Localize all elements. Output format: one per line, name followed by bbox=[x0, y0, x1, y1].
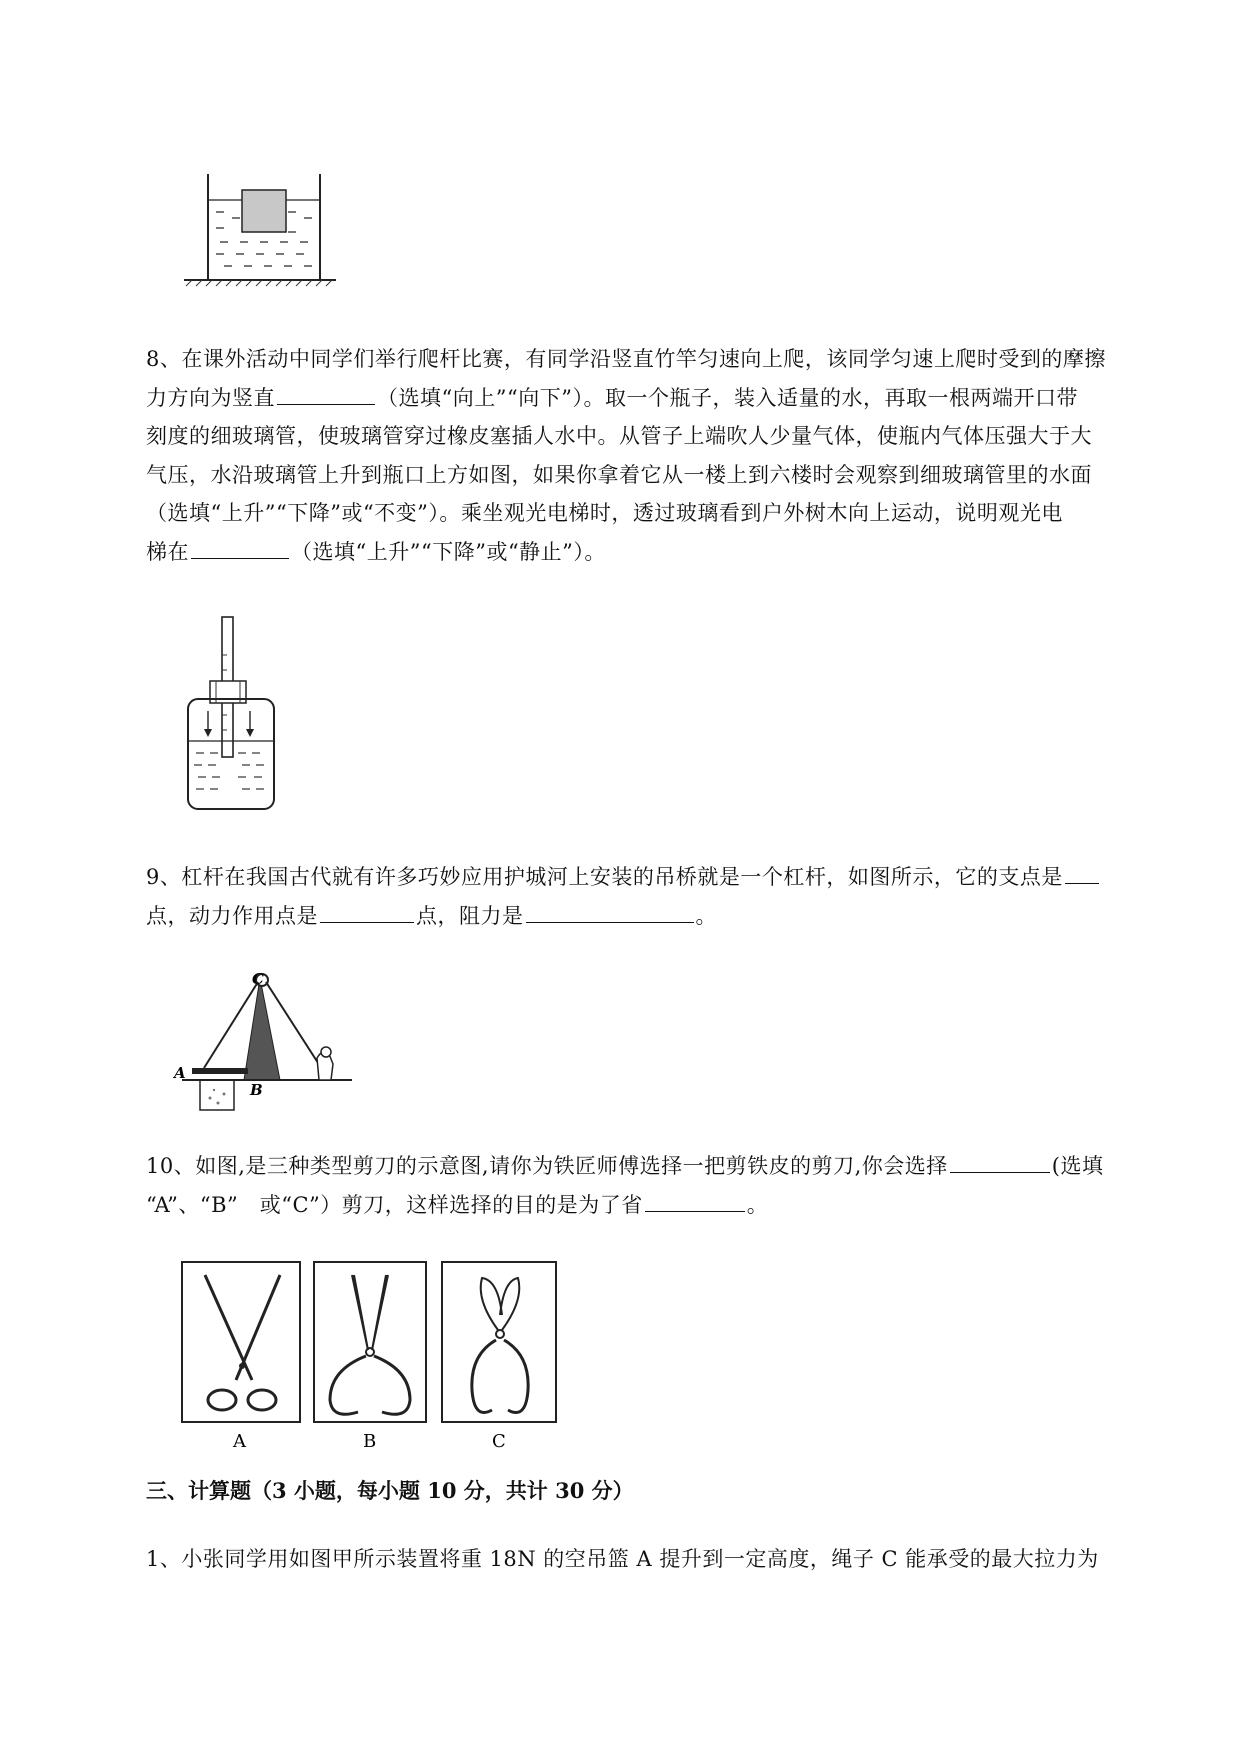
answer-blank[interactable] bbox=[526, 900, 694, 923]
scissors-caption-a: A bbox=[233, 1431, 246, 1450]
q9-line-1 bbox=[146, 858, 1156, 897]
q8-line-5: （选填“上升”“下降”或“不变”）。乘坐观光电梯时，透过玻璃看到户外树木向上运动，说明观光电 bbox=[146, 501, 1063, 525]
q10-text: 10、如图,是三种类型剪刀的示意图,请你为铁匠师傅选择一把剪铁皮的剪刀,你会选择 bbox=[146, 1154, 948, 1178]
bottle-tube-figure bbox=[180, 615, 285, 815]
label-b: B bbox=[250, 1081, 263, 1099]
q8-line-2 bbox=[146, 379, 1156, 418]
question-9 bbox=[146, 858, 1156, 935]
q9-text: 9、杠杆在我国古代就有许多巧妙应用护城河上安装的吊桥就是一个杠杆，如图所示，它的支点是 bbox=[146, 865, 1063, 889]
answer-blank[interactable] bbox=[320, 900, 414, 923]
answer-blank[interactable] bbox=[191, 536, 289, 559]
scissors-caption-b: B bbox=[363, 1431, 377, 1450]
q10-text: “A”、“B” 或“C”）剪刀，这样选择的目的是为了省 bbox=[146, 1192, 643, 1217]
drawbridge-figure bbox=[172, 960, 362, 1115]
scissors-caption-c: C bbox=[492, 1431, 506, 1450]
section3-question-1: 1、小张同学用如图甲所示装置将重 18N 的空吊篮 A 提升到一定高度，绳子 C 能承受的最大拉力为 bbox=[146, 1547, 1099, 1571]
q9-line-2 bbox=[146, 897, 1156, 936]
answer-blank[interactable] bbox=[950, 1150, 1050, 1173]
label-c: C bbox=[252, 970, 264, 988]
answer-blank[interactable] bbox=[1065, 861, 1099, 884]
q8-text: （选填“向上”“向下”）。取一个瓶子，装入适量的水，再取一根两端开口带 bbox=[377, 385, 1078, 410]
question-8 bbox=[146, 340, 1156, 571]
q9-text: 点，动力作用点是 bbox=[146, 903, 318, 928]
label-a: A bbox=[174, 1064, 186, 1082]
question-10 bbox=[146, 1147, 1156, 1224]
q8-line-4: 气压，水沿玻璃管上升到瓶口上方如图，如果你拿着它从一楼上到六楼时会观察到细玻璃管里的水面 bbox=[146, 462, 1092, 487]
q8-text: 梯在 bbox=[146, 539, 189, 564]
q8-line-1: 8、在课外活动中同学们举行爬杆比赛，有同学沿竖直竹竿匀速向上爬，该同学匀速上爬时受到的摩擦 bbox=[146, 347, 1106, 371]
q8-line-6 bbox=[146, 533, 1156, 572]
q10-text: 。 bbox=[746, 1192, 769, 1217]
q9-text: 点，阻力是 bbox=[416, 903, 524, 928]
q10-text: (选填 bbox=[1051, 1154, 1104, 1178]
answer-blank[interactable] bbox=[645, 1189, 745, 1212]
scissors-figure bbox=[180, 1260, 560, 1450]
q8-line-3: 刻度的细玻璃管，使玻璃管穿过橡皮塞插人水中。从管子上端吹人少量气体，使瓶内气体压强大于大 bbox=[146, 424, 1092, 448]
q9-text: 。 bbox=[695, 903, 717, 928]
q8-text: （选填“上升”“下降”或“静止”）。 bbox=[291, 539, 606, 564]
q8-text: 力方向为竖直 bbox=[146, 385, 275, 410]
q10-line-1 bbox=[146, 1147, 1156, 1186]
section-heading: 三、计算题（3 小题，每小题 10 分，共计 30 分） bbox=[146, 1478, 634, 1503]
q10-line-2 bbox=[146, 1186, 1156, 1225]
answer-blank[interactable] bbox=[277, 382, 375, 405]
container-block-figure bbox=[180, 170, 340, 295]
